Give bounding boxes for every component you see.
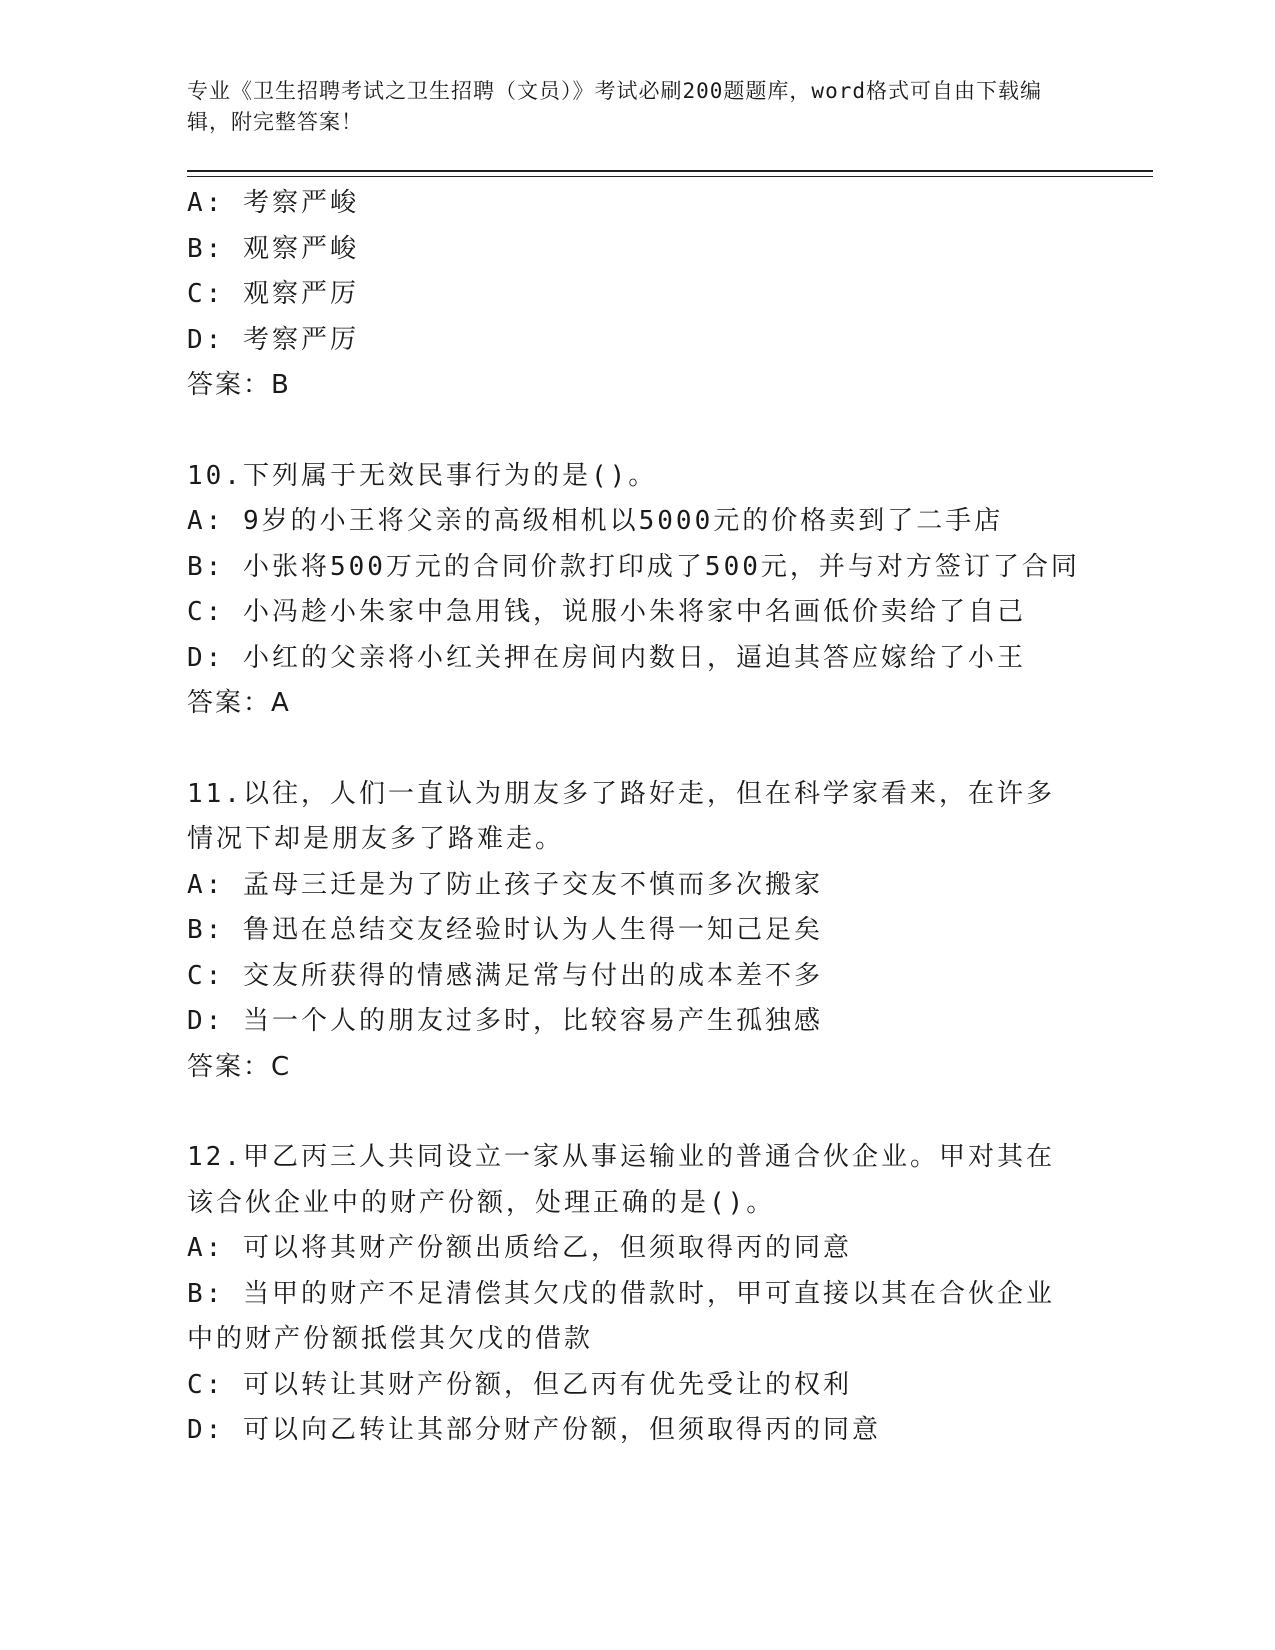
option-d: D: 可以向乙转让其部分财产份额，但须取得丙的同意 bbox=[187, 1415, 881, 1445]
question-9-continued bbox=[187, 181, 1087, 409]
option-a: A: 可以将其财产份额出质给乙，但须取得丙的同意 bbox=[187, 1233, 852, 1263]
question-12 bbox=[187, 1135, 1087, 1454]
answer-line: 答案：C bbox=[187, 1051, 292, 1082]
document-page bbox=[187, 70, 1087, 1454]
option-a: A: 孟母三迁是为了防止孩子交友不慎而多次搬家 bbox=[187, 869, 823, 900]
question-stem: 10.下列属于无效民事行为的是()。 bbox=[187, 460, 658, 491]
option-a: A: 考察严峻 bbox=[187, 188, 359, 218]
option-a: A: 9岁的小王将父亲的高级相机以5000元的价格卖到了二手店 bbox=[187, 506, 1004, 536]
question-10 bbox=[187, 454, 1087, 727]
option-c: C: 交友所获得的情感满足常与付出的成本差不多 bbox=[187, 960, 823, 991]
option-b: B: 当甲的财产不足清偿其欠戊的借款时，甲可直接以其在合伙企业中的财产份额抵偿其欠戊的借款 bbox=[187, 1278, 1055, 1354]
option-b: B: 观察严峻 bbox=[187, 233, 359, 264]
option-d: D: 小红的父亲将小红关押在房间内数日，逼迫其答应嫁给了小王 bbox=[187, 642, 1026, 673]
question-11 bbox=[187, 772, 1087, 1091]
spacer bbox=[187, 1090, 1087, 1135]
answer-line: 答案：B bbox=[187, 370, 291, 400]
document-header: 专业《卫生招聘考试之卫生招聘（文员）》考试必刷200题题库，word格式可自由下载编辑，附完整答案！ bbox=[187, 79, 1042, 134]
option-b: B: 小张将500万元的合同价款打印成了500元，并与对方签订了合同 bbox=[187, 551, 1080, 582]
question-stem: 12.甲乙丙三人共同设立一家从事运输业的普通合伙企业。甲对其在该合伙企业中的财产份额，处理正确的是()。 bbox=[187, 1142, 1055, 1218]
option-d: D: 当一个人的朋友过多时，比较容易产生孤独感 bbox=[187, 1006, 823, 1036]
option-d: D: 考察严厉 bbox=[187, 324, 359, 355]
question-list bbox=[187, 181, 1087, 1454]
option-c: C: 观察严厉 bbox=[187, 279, 359, 309]
option-c: C: 可以转让其财产份额，但乙丙有优先受让的权利 bbox=[187, 1369, 852, 1400]
spacer bbox=[187, 727, 1087, 772]
header-divider bbox=[187, 170, 1153, 177]
option-b: B: 鲁迅在总结交友经验时认为人生得一知己足矣 bbox=[187, 915, 823, 945]
spacer bbox=[187, 409, 1087, 454]
answer-line: 答案：A bbox=[187, 688, 291, 718]
question-stem: 11.以往，人们一直认为朋友多了路好走，但在科学家看来，在许多情况下却是朋友多了路难走。 bbox=[187, 778, 1055, 854]
option-c: C: 小冯趁小朱家中急用钱，说服小朱将家中名画低价卖给了自己 bbox=[187, 597, 1026, 627]
